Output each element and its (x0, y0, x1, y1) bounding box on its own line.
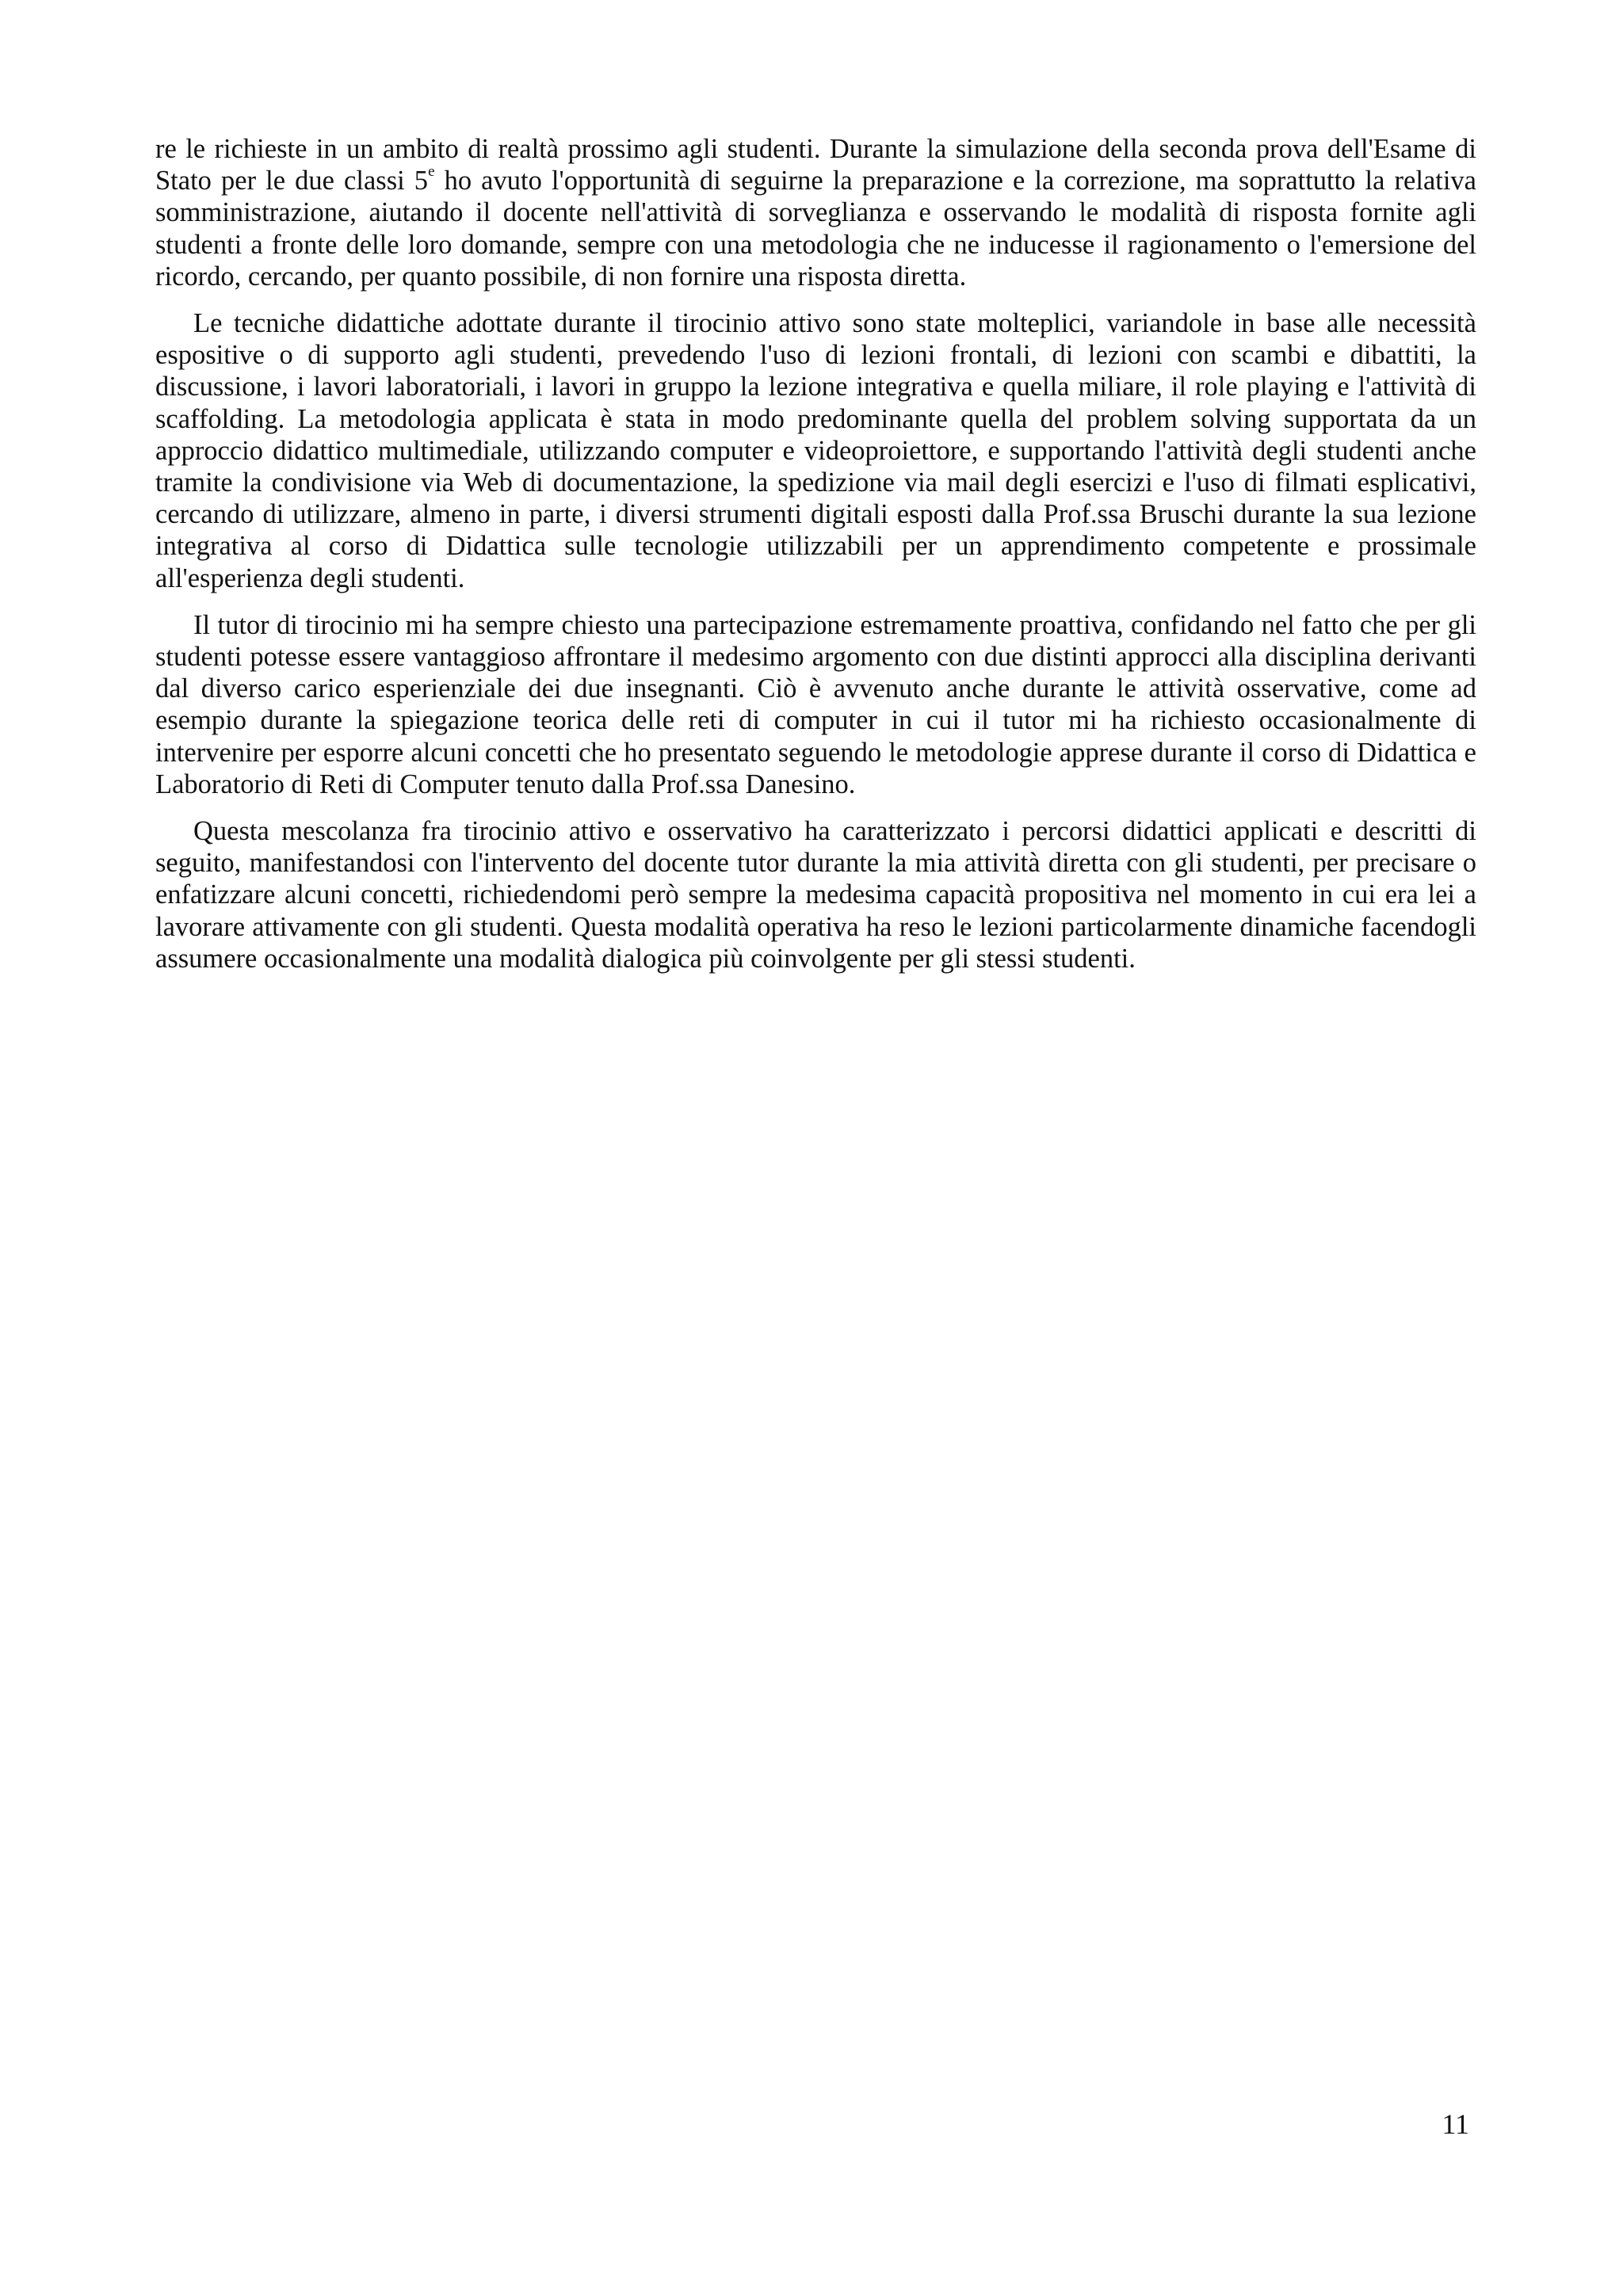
paragraph-4: Questa mescolanza fra tirocinio attivo e osservativo ha caratterizzato i percorsi didattici applicati e descritti di seguito, manifestandosi con l'intervento del docente tutor durante la mia attività diretta con gli studenti, per precisare o enfatizzare alcuni concetti, richiedendomi però sempre la medesima capacità propositiva nel momento in cui era lei a lavorare attivamente con gli studenti. Questa modalità operativa ha reso le lezioni particolarmente dinamiche facendogli assumere occasionalmente una modalità dialogica più coinvolgente per gli stessi studenti. (155, 816, 1476, 974)
paragraph-3: Il tutor di tirocinio mi ha sempre chiesto una partecipazione estremamente proattiva, confidando nel fatto che per gli studenti potesse essere vantaggioso affrontare il medesimo argomento con due distinti approcci alla disciplina derivanti dal diverso carico esperienziale dei due insegnanti. Ciò è avvenuto anche durante le attività osservative, come ad esempio durante la spiegazione teorica delle reti di computer in cui il tutor mi ha richiesto occasionalmente di intervenire per esporre alcuni concetti che ho presentato seguendo le metodologie apprese durante il corso di Didattica e Laboratorio di Reti di Computer tenuto dalla Prof.ssa Danesino. (155, 609, 1476, 799)
paragraph-1-text-end: ho avuto l'opportunità di seguirne la preparazione e la correzione, ma soprattutto la relativa somministrazione, aiutando il docente nell'attività di sorveglianza e osservando le modalità di risposta fornite agli studenti a fronte delle loro domande, sempre con una metodologia che ne inducesse il ragionamento o l'emersione del ricordo, cercando, per quanto possibile, di non fornire una risposta diretta. (155, 166, 1476, 292)
paragraph-2: Le tecniche didattiche adottate durante il tirocinio attivo sono state molteplici, variandole in base alle necessità espositive o di supporto agli studenti, prevedendo l'uso di lezioni frontali, di lezioni con scambi e dibattiti, la discussione, i lavori laboratoriali, i lavori in gruppo la lezione integrativa e quella miliare, il role playing e l'attività di scaffolding. La metodologia applicata è stata in modo predominante quella del problem solving supportata da un approccio didattico multimediale, utilizzando computer e videoproiettore, e supportando l'attività degli studenti anche tramite la condivisione via Web di documentazione, la spedizione via mail degli esercizi e l'uso di filmati esplicativi, cercando di utilizzare, almeno in parte, i diversi strumenti digitali esposti dalla Prof.ssa Bruschi durante la sua lezione integrativa al corso di Didattica sulle tecnologie utilizzabili per un apprendimento competente e prossimale all'esperienza degli studenti. (155, 308, 1476, 593)
page-number: 11 (1442, 2108, 1469, 2140)
superscript-e: e (428, 162, 435, 180)
paragraph-1 (155, 133, 1476, 292)
body-text (155, 133, 1476, 990)
paragraph-1-text-start: re le richieste in un ambito di realtà prossimo agli studenti. Durante la simulazione della seconda prova dell'Esame di Stato per le due classi 5 (155, 134, 1476, 196)
